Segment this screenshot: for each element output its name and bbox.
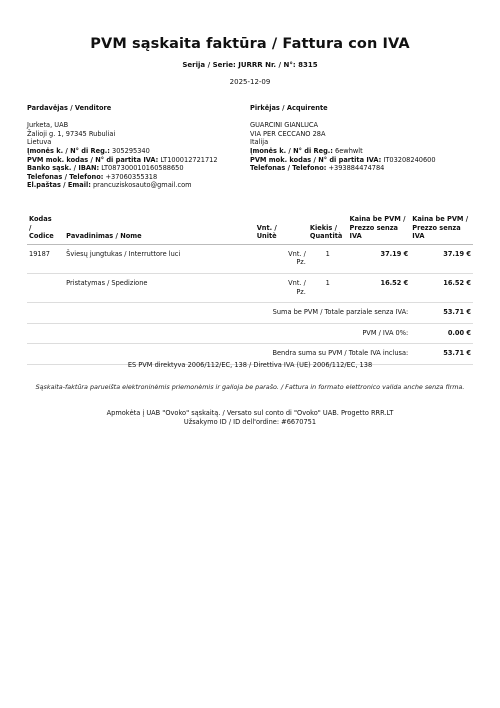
- row-code: 19187: [27, 244, 64, 273]
- row-name: Pristatymas / Spedizione: [64, 273, 255, 302]
- seller-reg-label: Įmonės k. / N° di Reg.:: [27, 146, 110, 155]
- header-total-line2: Prezzo senza: [412, 223, 461, 232]
- header-qty: [308, 214, 348, 244]
- header-total-line1: Kaina be PVM /: [412, 215, 469, 223]
- row-total: 16.52 €: [410, 273, 473, 302]
- header-unit: [255, 214, 308, 244]
- buyer-reg-value: 6ewhwlt: [335, 146, 363, 155]
- buyer-vat-label: PVM mok. kodas / N° di partita IVA:: [250, 155, 382, 164]
- paid-line: Apmokėta į UAB "Ovoko" sąskaitą. / Versato sul conto di "Ovoko" UAB. Progetto RRR.LT: [106, 409, 394, 417]
- electronic-note: Sąskaita-faktūra parueišta elektroninėmis priemonėmis ir galioja be parašo. / Fattura in formato elettronico valida anche senza firma.: [35, 383, 465, 391]
- row-code: [27, 273, 64, 302]
- subtotal-value: 53.71 €: [410, 303, 473, 324]
- order-id-line: Užsakymo ID / ID dell'ordine: #6670751: [183, 417, 317, 426]
- header-price: [348, 214, 411, 244]
- grand-total-label: Bendra suma su PVM / Totale IVA inclusa:: [27, 344, 410, 365]
- seller-vat-label: PVM mok. kodas / N° di partita IVA:: [27, 155, 159, 164]
- seller-email: [27, 181, 242, 190]
- seller-reg-value: 305295340: [112, 146, 150, 155]
- seller-reg: [27, 147, 242, 156]
- row-price: 16.52 €: [348, 273, 411, 302]
- header-qty-line2: Quantità: [309, 232, 343, 241]
- seller-bank-value: LT087300010160588650: [101, 164, 184, 173]
- items-table: [27, 214, 473, 365]
- seller-name: Jurketa, UAB: [27, 121, 69, 130]
- header-unit-line2: Unitè: [256, 232, 277, 241]
- seller-block: [27, 104, 242, 190]
- buyer-address: VIA PER CECCANO 28A: [250, 129, 326, 138]
- row-qty: 1: [308, 273, 348, 302]
- seller-vat: [27, 156, 242, 165]
- header-qty-line1: Kiekis /: [309, 223, 337, 232]
- row-unit-line1: Vnt. /: [288, 278, 306, 287]
- seller-address: Žalioji g. 1, 97345 Rubuliai: [27, 129, 116, 138]
- items-header-row: [27, 214, 473, 244]
- seller-phone-value: +37060355318: [105, 172, 158, 181]
- row-unit-line1: Vnt. /: [288, 249, 306, 258]
- row-unit: [255, 244, 308, 273]
- subtotal-row: [27, 303, 473, 324]
- header-total-line3: IVA: [412, 232, 425, 241]
- row-qty: 1: [308, 244, 348, 273]
- buyer-heading: Pirkėjas / Acquirente: [250, 104, 328, 112]
- header-code-line1: Kodas: [29, 215, 52, 223]
- header-code-line2: /: [29, 223, 32, 232]
- subtotal-label: Suma be PVM / Totale parziale senza IVA:: [27, 303, 410, 324]
- header-price-line3: IVA: [349, 232, 362, 241]
- seller-phone: [27, 173, 242, 182]
- header-price-line2: Prezzo senza: [349, 223, 398, 232]
- row-unit-line2: Pz.: [296, 287, 306, 296]
- header-total: [410, 214, 473, 244]
- buyer-vat-value: IT03208240600: [383, 155, 436, 164]
- vat-directive: ES PVM direktyva 2006/112/EC, 138 / Direttiva IVA (UE) 2006/112/EC, 138: [127, 361, 373, 369]
- buyer-country: Italija: [250, 138, 269, 147]
- invoice-title: PVM sąskaita faktūra / Fattura con IVA: [90, 36, 410, 52]
- row-unit-line2: Pz.: [296, 258, 306, 267]
- invoice-serie: Serija / Serie: JURRR Nr. / N°: 8315: [182, 61, 318, 69]
- row-total: 37.19 €: [410, 244, 473, 273]
- header-unit-line1: Vnt. /: [256, 223, 277, 232]
- buyer-vat: [250, 156, 475, 165]
- seller-bank-label: Banko sąsk. / IBAN:: [27, 164, 100, 173]
- header-name: Pavadinimas / Nome: [64, 214, 255, 244]
- buyer-reg-label: Įmonės k. / N° di Reg.:: [250, 146, 333, 155]
- header-code-line3: Codice: [29, 232, 54, 241]
- vat-value: 0.00 €: [410, 323, 473, 344]
- row-price: 37.19 €: [348, 244, 411, 273]
- seller-bank: [27, 164, 242, 173]
- buyer-phone-value: +393884474784: [328, 164, 385, 173]
- payment-footer: [0, 409, 500, 426]
- vat-row: [27, 323, 473, 344]
- seller-heading: Pardavėjas / Venditore: [27, 104, 112, 112]
- seller-country: Lietuva: [27, 138, 52, 147]
- invoice-date: 2025-12-09: [229, 78, 271, 86]
- table-row: [27, 244, 473, 273]
- header-code: [27, 214, 64, 244]
- seller-vat-value: LT100012721712: [160, 155, 218, 164]
- seller-phone-label: Telefonas / Telefono:: [27, 172, 104, 181]
- buyer-reg: [250, 147, 475, 156]
- row-name: Šviesų jungtukas / Interruttore luci: [64, 244, 255, 273]
- grand-total-value: 53.71 €: [410, 344, 473, 365]
- seller-email-label: El.paštas / Email:: [27, 181, 91, 190]
- header-price-line1: Kaina be PVM /: [349, 215, 406, 223]
- buyer-name: GUARCINI GIANLUCA: [250, 121, 319, 130]
- vat-label: PVM / IVA 0%:: [27, 323, 410, 344]
- seller-email-value: prancuziskosauto@gmail.com: [92, 181, 192, 190]
- row-unit: [255, 273, 308, 302]
- buyer-block: [250, 104, 475, 173]
- table-row: [27, 273, 473, 302]
- buyer-phone: [250, 164, 475, 173]
- buyer-phone-label: Telefonas / Telefono:: [250, 164, 327, 173]
